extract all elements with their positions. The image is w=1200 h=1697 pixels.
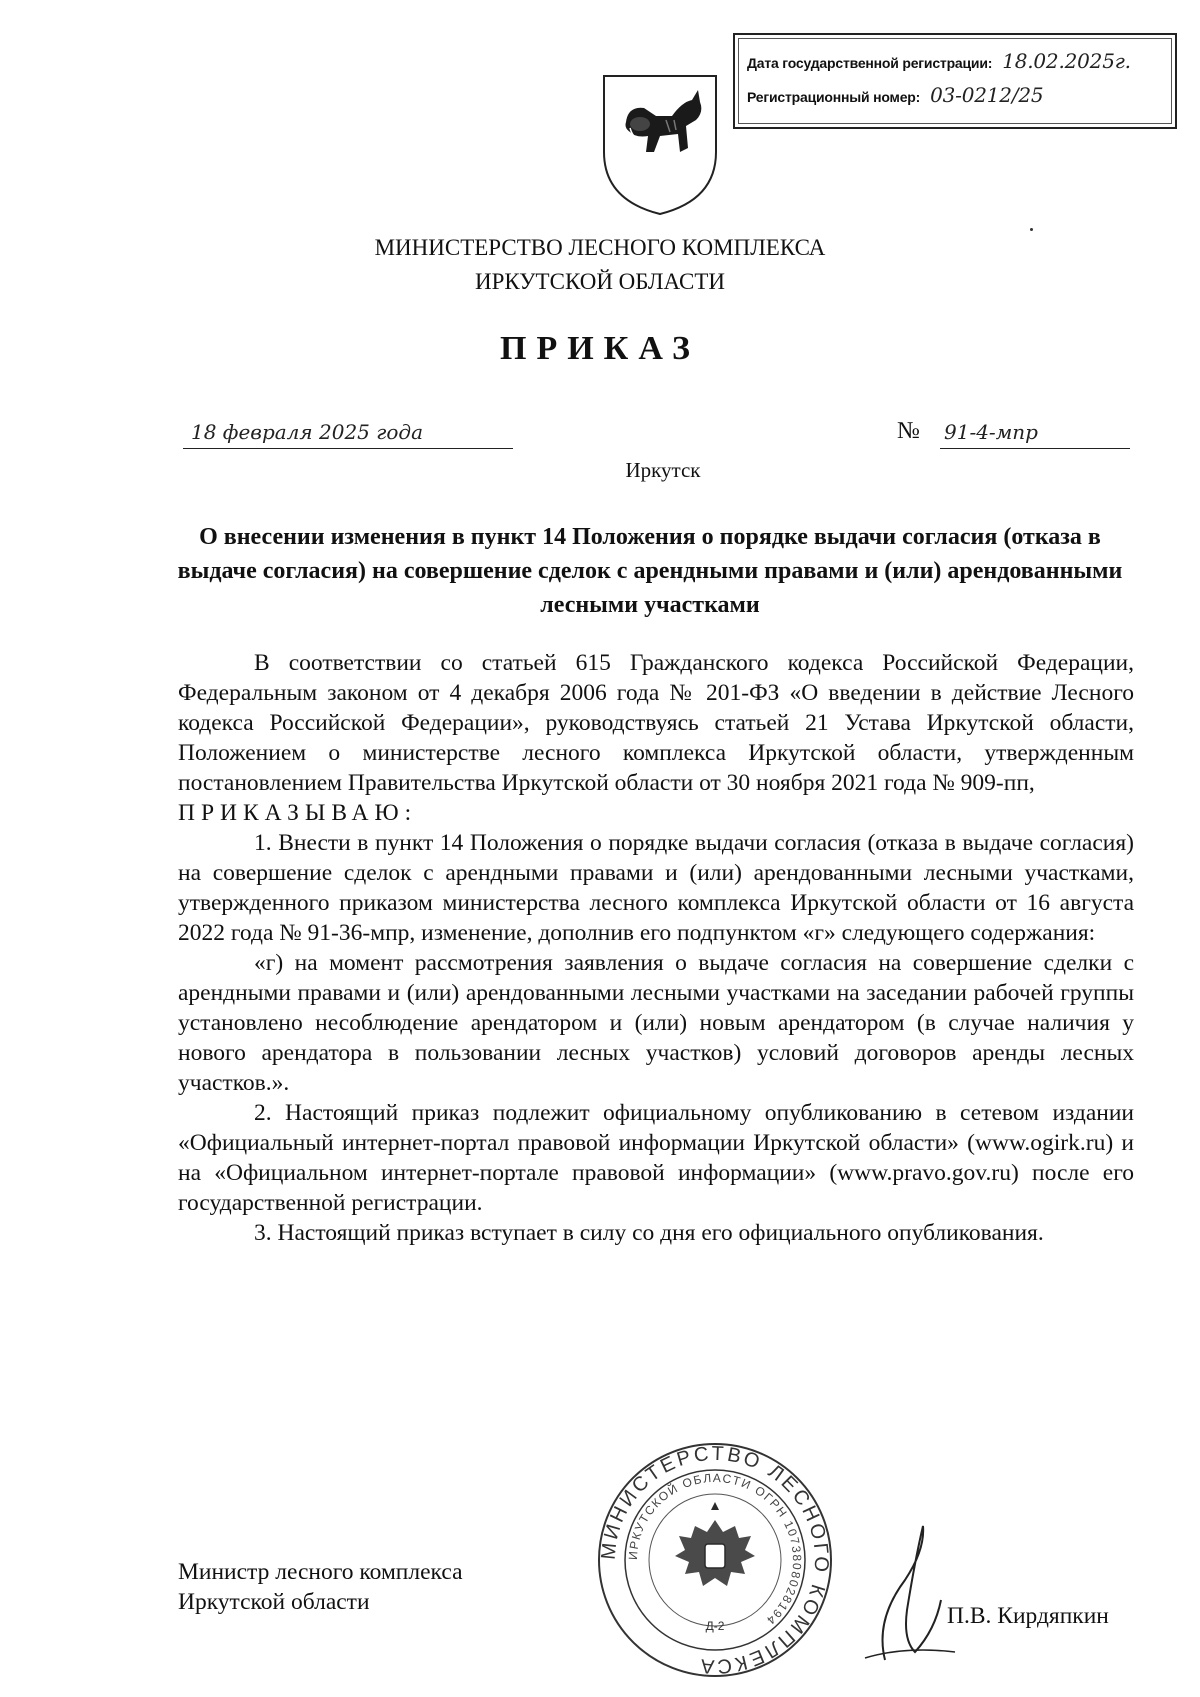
document-type-title: ПРИКАЗ	[500, 330, 700, 367]
registration-number-value: 03-0212/25	[930, 83, 1044, 107]
seal-code: Д-2	[705, 1619, 725, 1633]
signatory-position-line2: Иркутской области	[178, 1589, 370, 1615]
document-subject-title: О внесении изменения в пункт 14 Положения о порядке выдачи согласия (отказа в выдаче согласия) на совершение сделок с арендными правами и (или) арендованными лесными участками	[177, 524, 1123, 618]
number-label: №	[897, 418, 920, 444]
coat-of-arms-icon	[600, 72, 720, 217]
date-field	[183, 420, 513, 449]
registration-stamp	[733, 33, 1177, 129]
item-1-paragraph: 1. Внести в пункт 14 Положения о порядке выдачи согласия (отказа в выдаче согласия) на совершение сделок с арендными правами и (или) арендованными лесными участками, утвержденного приказом министерства лесного комплекса Иркутской области от 16 августа 2022 года № 91-36-мпр, изменение, дополнив его подпунктом «г» следующего содержания:	[178, 830, 1134, 946]
city-label: Иркутск	[625, 458, 701, 482]
date-handwritten: 18 февраля 2025 года	[191, 420, 424, 444]
registration-date-value: 18.02.2025г.	[1002, 49, 1131, 73]
signatory-name: П.В. Кирдяпкин	[947, 1603, 1109, 1629]
ministry-name-line1: МИНИСТЕРСТВО ЛЕСНОГО КОМПЛЕКСА	[374, 235, 826, 260]
seal-outer-text: МИНИСТЕРСТВО ЛЕСНОГО КОМПЛЕКСА	[597, 1442, 833, 1678]
ministry-name-line2: ИРКУТСКОЙ ОБЛАСТИ	[474, 269, 725, 294]
registration-number-label: Регистрационный номер:	[747, 89, 921, 105]
scan-speck	[1030, 228, 1033, 231]
preamble-paragraph: В соответствии со статьей 615 Гражданского кодекса Российской Федерации, Федеральным законом от 4 декабря 2006 года № 201-ФЗ «О введении в действие Лесного кодекса Российской Федерации», руководствуясь статьей 21 Устава Иркутской области, Положением о министерстве лесного комплекса Иркутской области, утвержденным постановлением Правительства Иркутской области от 30 ноября 2021 года № 909-пп,	[178, 650, 1134, 796]
registration-date-label: Дата государственной регистрации:	[747, 55, 993, 71]
registration-date-row	[747, 49, 1131, 73]
document-body	[178, 648, 1134, 1248]
signatory-position	[178, 1557, 463, 1617]
handwritten-signature	[845, 1520, 965, 1670]
number-field	[940, 420, 1130, 449]
item-3-paragraph: 3. Настоящий приказ вступает в силу со дня его официального опубликования.	[254, 1220, 1044, 1246]
seal-inner-text: ИРКУТСКОЙ ОБЛАСТИ ОГРН 1073808028194	[625, 1470, 805, 1629]
item-2-paragraph: 2. Настоящий приказ подлежит официальному опубликованию в сетевом издании «Официальный интернет-портал правовой информации Иркутской области» (www.ogirk.ru) и на «Официальном интернет-портале правовой информации» (www.pravo.gov.ru) после его государственной регистрации.	[178, 1100, 1134, 1216]
official-seal	[595, 1440, 835, 1680]
registration-number-row	[747, 83, 1043, 107]
number-handwritten: 91-4-мпр	[944, 420, 1038, 444]
order-word: ПРИКАЗЫВАЮ:	[178, 800, 418, 826]
item-1-subparagraph: «г) на момент рассмотрения заявления о выдаче согласия на совершение сделки с арендными правами и (или) арендованными лесными участками на заседании рабочей группы установлено несоблюдение арендатором и (или) новым арендатором (в случае наличия у нового арендатора в пользовании лесных участков) условий договоров аренды лесных участков.».	[178, 950, 1134, 1096]
eagle-icon	[675, 1502, 755, 1586]
signatory-position-line1: Министр лесного комплекса	[178, 1559, 463, 1585]
